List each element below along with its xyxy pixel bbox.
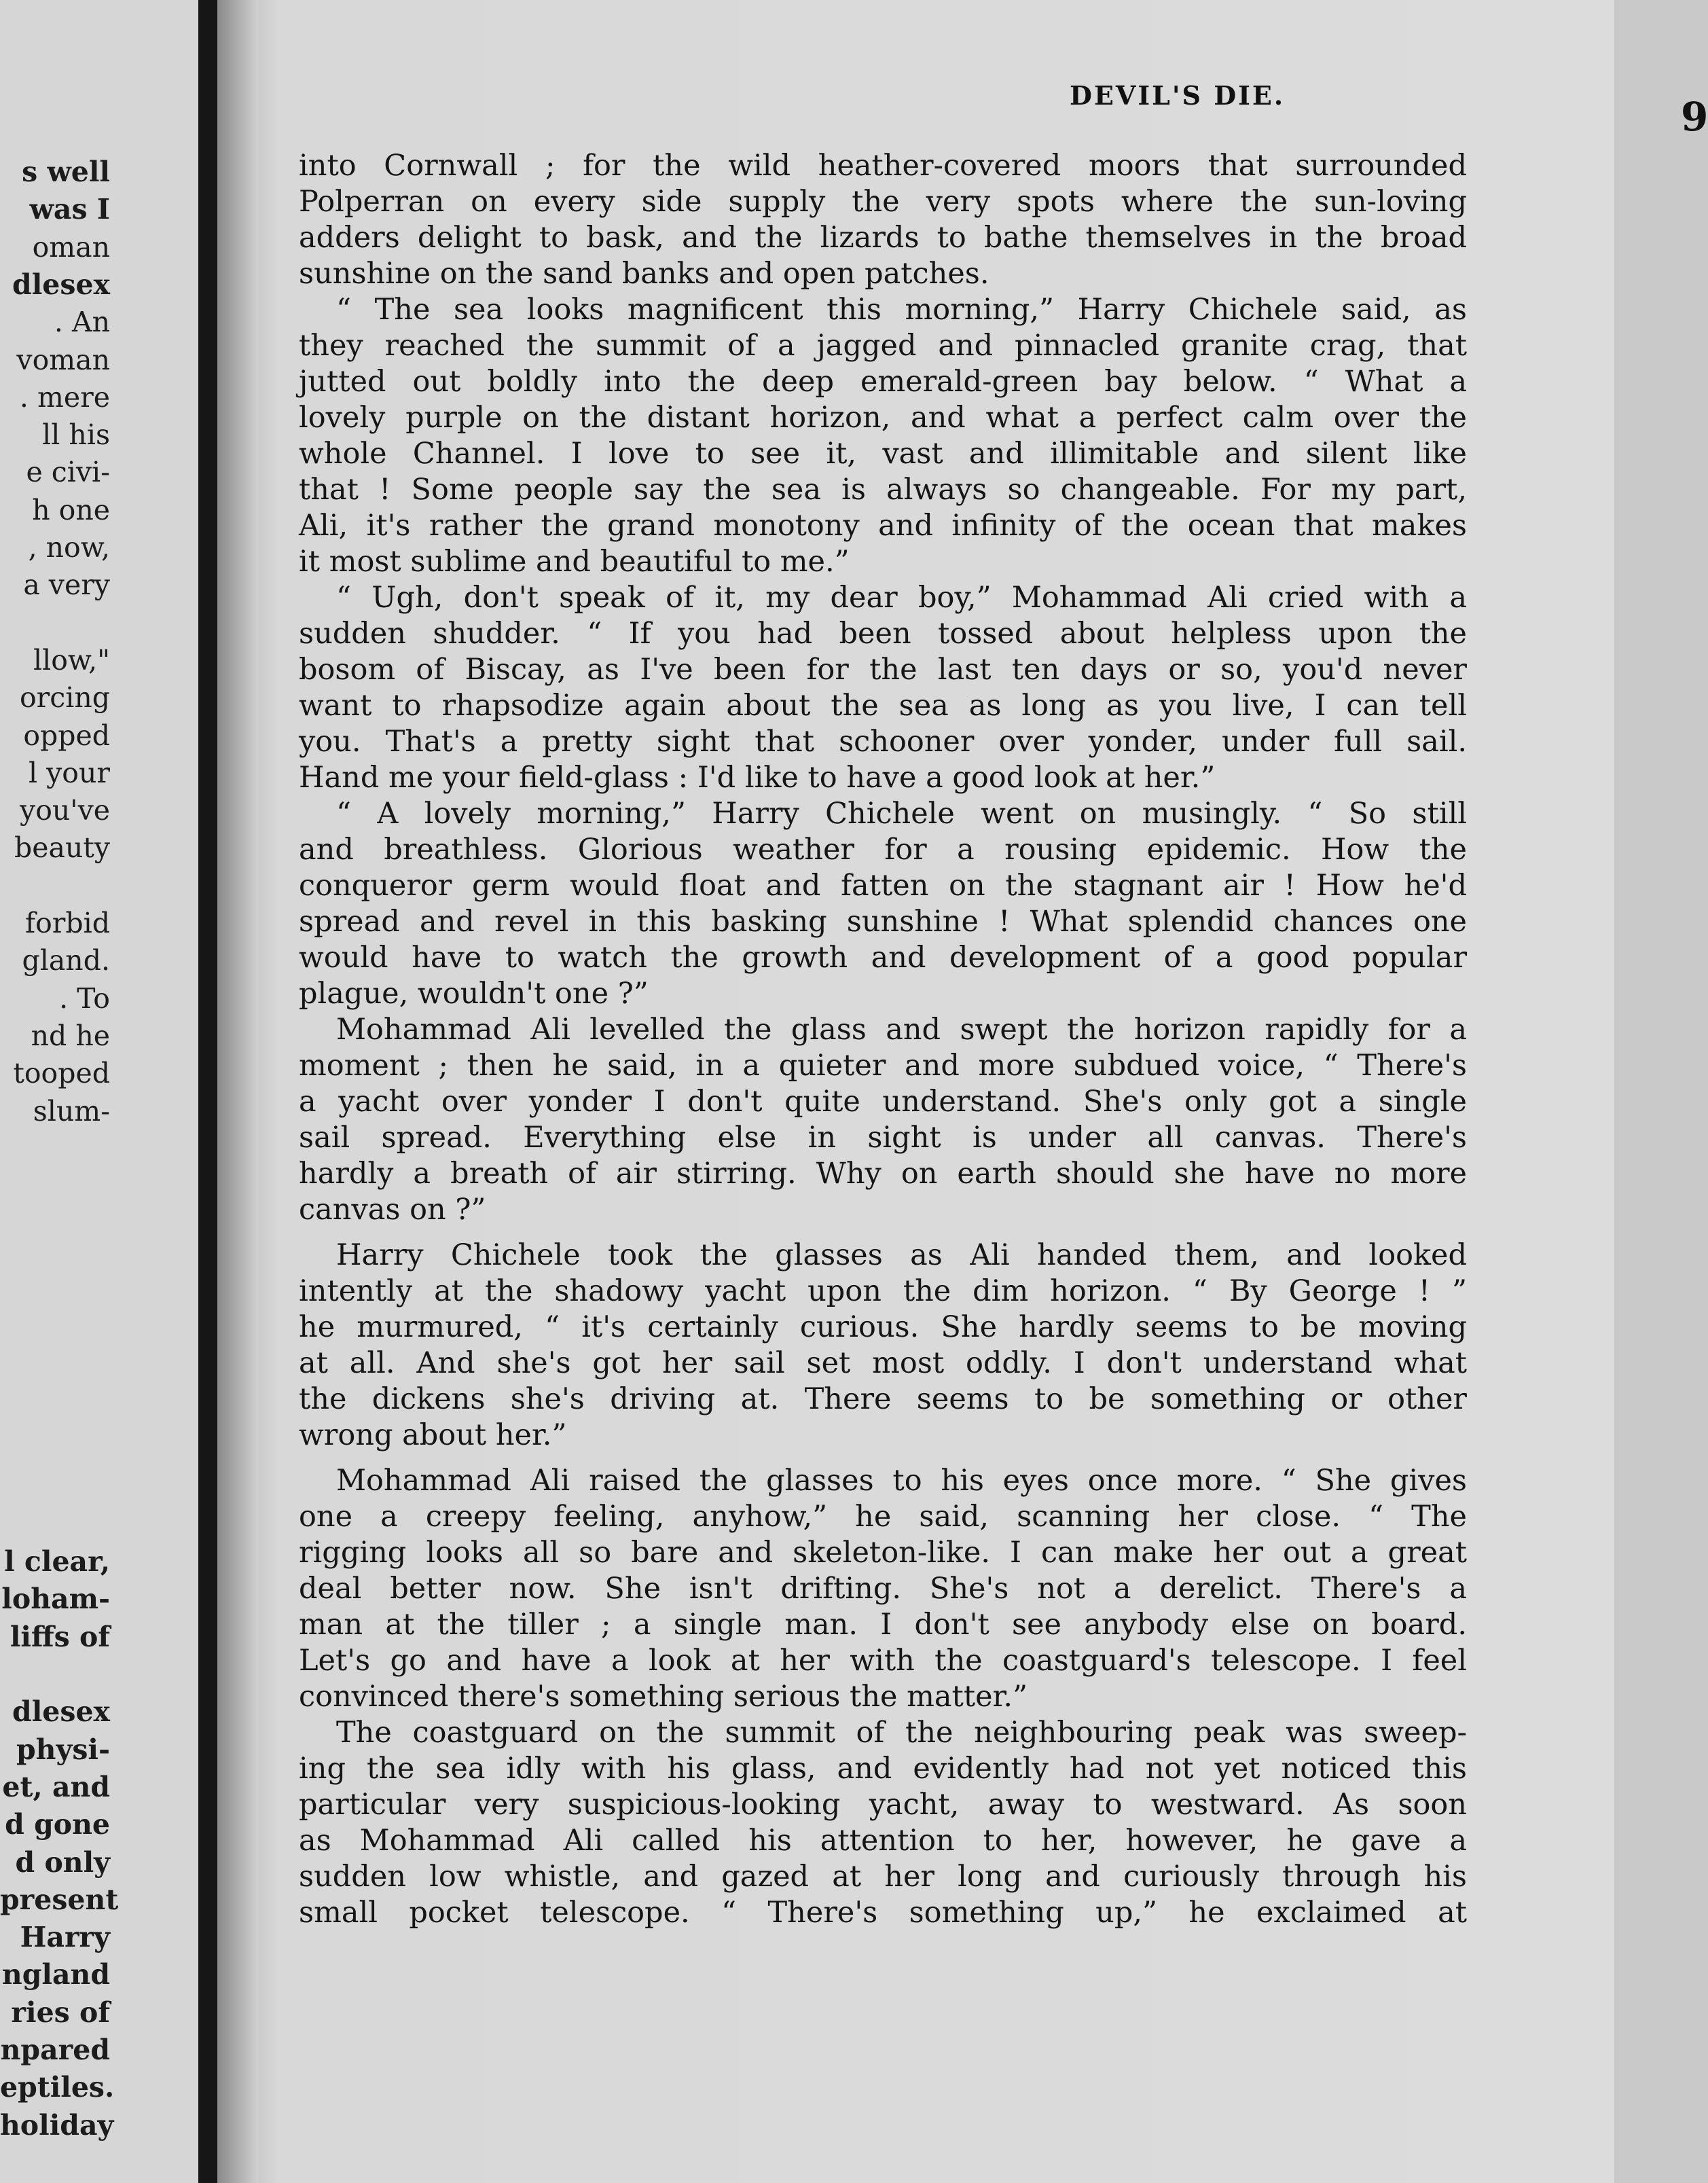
- paragraph: [299, 1715, 1467, 1931]
- paragraph: [299, 580, 1467, 796]
- facing-page-line: dlesex: [12, 268, 110, 301]
- facing-page-fragment: [0, 0, 198, 2183]
- facing-page-line: beauty: [14, 831, 110, 865]
- text-line: Ali, it's rather the grand monotony and infinity of the ocean that makes: [299, 509, 1467, 543]
- text-line: rigging looks all so bare and skeleton-like. I can make her out a great: [299, 1536, 1467, 1570]
- facing-page-line: forbid: [24, 907, 110, 939]
- paragraph: [299, 1463, 1467, 1715]
- facing-page-line: physi-: [16, 1733, 110, 1766]
- facing-page-line: orcing: [19, 681, 110, 715]
- facing-page-line: loham-: [1, 1583, 110, 1616]
- text-line: he murmured, “ it's certainly curious. She hardly seems to be moving: [299, 1310, 1467, 1344]
- text-line: Hand me your field-glass : I'd like to have a good look at her.”: [299, 761, 1216, 795]
- text-line: want to rhapsodize again about the sea as long as you live, I can tell: [299, 689, 1467, 723]
- text-line: Let's go and have a look at her with the coastguard's telescope. I feel: [299, 1644, 1467, 1678]
- facing-page-line: , now,: [28, 531, 110, 564]
- text-line: The coastguard on the summit of the neighbouring peak was sweep-: [336, 1716, 1467, 1750]
- text-line: deal better now. She isn't drifting. She's not a derelict. There's a: [299, 1572, 1467, 1606]
- text-line: whole Channel. I love to see it, vast and illimitable and silent like: [299, 437, 1467, 471]
- text-line: lovely purple on the distant horizon, and what a perfect calm over the: [299, 401, 1467, 435]
- text-line: moment ; then he said, in a quieter and more subdued voice, “ There's: [299, 1049, 1467, 1083]
- text-line: spread and revel in this basking sunshine ! What splendid chances one: [299, 905, 1467, 939]
- facing-page-line: nd he: [31, 1019, 110, 1052]
- text-line: “ The sea looks magnificent this morning,” Harry Chichele said, as: [336, 293, 1467, 327]
- text-line: intently at the shadowy yacht upon the dim horizon. “ By George ! ”: [299, 1274, 1467, 1308]
- facing-page-line: oman: [32, 230, 110, 264]
- text-line: hardly a breath of air stirring. Why on earth should she have no more: [299, 1157, 1467, 1191]
- facing-page-line: l your: [29, 756, 110, 789]
- paragraph: [299, 1238, 1467, 1454]
- facing-page-line: liffs of: [10, 1620, 110, 1653]
- facing-page-line: holiday: [0, 2108, 114, 2142]
- facing-page-line: . An: [54, 306, 110, 339]
- facing-page-line: l clear,: [4, 1545, 110, 1578]
- facing-page-line: ll his: [42, 418, 110, 452]
- text-line: into Cornwall ; for the wild heather-covered moors that surrounded: [299, 149, 1467, 183]
- facing-page-line: llow,": [33, 643, 110, 676]
- paragraph: [299, 292, 1467, 580]
- text-line: wrong about her.”: [299, 1418, 567, 1452]
- text-line: sail spread. Everything else in sight is under all canvas. There's: [299, 1121, 1467, 1155]
- facing-page-line: d gone: [5, 1808, 110, 1841]
- text-line: Mohammad Ali levelled the glass and swept the horizon rapidly for a: [336, 1013, 1467, 1047]
- text-line: Polperran on every side supply the very spots where the sun-loving: [299, 185, 1467, 219]
- facing-page-line: h one: [32, 493, 110, 526]
- text-line: a yacht over yonder I don't quite understand. She's only got a single: [299, 1085, 1467, 1119]
- text-line: particular very suspicious-looking yacht, away to westward. As soon: [299, 1788, 1467, 1822]
- paragraph: [299, 148, 1467, 292]
- text-line: small pocket telescope. “ There's something up,” he exclaimed at: [299, 1896, 1467, 1930]
- paragraph: [299, 1012, 1467, 1228]
- text-line: plague, wouldn't one ?”: [299, 977, 649, 1011]
- text-line: would have to watch the growth and development of a good popular: [299, 941, 1467, 975]
- running-head: DEVIL'S DIE.: [1070, 80, 1286, 111]
- text-line: and breathless. Glorious weather for a rousing epidemic. How the: [299, 833, 1467, 867]
- facing-page-line: s well: [22, 156, 110, 188]
- facing-page-line: dlesex: [12, 1695, 110, 1729]
- text-line: sudden low whistle, and gazed at her long and curiously through his: [299, 1860, 1467, 1894]
- page-number: 9: [1681, 94, 1708, 140]
- text-line: conqueror germ would float and fatten on the stagnant air ! How he'd: [299, 869, 1467, 903]
- text-line: that ! Some people say the sea is always so changeable. For my part,: [299, 473, 1467, 507]
- text-line: as Mohammad Ali called his attention to her, however, he gave a: [299, 1824, 1467, 1858]
- facing-page-line: e civi-: [26, 456, 110, 489]
- text-line: one a creepy feeling, anyhow,” he said, scanning her close. “ The: [299, 1500, 1467, 1534]
- facing-page-line: ries of: [11, 1996, 110, 2029]
- facing-page-line: npared: [0, 2034, 110, 2066]
- facing-page-line: et, and: [2, 1770, 110, 1803]
- text-line: “ Ugh, don't speak of it, my dear boy,” Mohammad Ali cried with a: [336, 581, 1467, 615]
- facing-page-line: d only: [15, 1845, 110, 1879]
- facing-page-line: eptiles.: [0, 2071, 115, 2104]
- facing-page-line: present: [0, 1883, 119, 1916]
- text-line: jutted out boldly into the deep emerald-green bay below. “ What a: [299, 365, 1467, 399]
- text-line: convinced there's something serious the matter.”: [299, 1680, 1028, 1714]
- facing-page-line: a very: [23, 569, 110, 602]
- text-line: Mohammad Ali raised the glasses to his eyes once more. “ She gives: [336, 1464, 1467, 1498]
- facing-page-line: . mere: [19, 380, 110, 414]
- text-line: sunshine on the sand banks and open patches.: [299, 257, 989, 291]
- text-line: bosom of Biscay, as I've been for the last ten days or so, you'd never: [299, 653, 1467, 687]
- gutter-shadow: [217, 0, 258, 2183]
- text-line: man at the tiller ; a single man. I don't see anybody else on board.: [299, 1608, 1467, 1642]
- text-line: “ A lovely morning,” Harry Chichele went on musingly. “ So still: [336, 797, 1467, 831]
- facing-page-line: opped: [23, 719, 110, 752]
- body-text: [299, 148, 1467, 1931]
- facing-page-line: was I: [29, 193, 110, 226]
- text-line: it most sublime and beautiful to me.”: [299, 545, 850, 579]
- facing-page-line: gland.: [22, 944, 110, 977]
- facing-page-line: slum-: [33, 1094, 110, 1127]
- facing-page-line: . To: [59, 981, 110, 1015]
- facing-page-line: Harry: [20, 1921, 110, 1954]
- facing-page-line: tooped: [13, 1057, 110, 1090]
- paragraph: [299, 796, 1467, 1012]
- text-line: sudden shudder. “ If you had been tossed about helpless upon the: [299, 617, 1467, 651]
- text-line: you. That's a pretty sight that schooner over yonder, under full sail.: [299, 725, 1467, 759]
- facing-page-line: you've: [20, 794, 110, 827]
- text-line: Harry Chichele took the glasses as Ali handed them, and looked: [336, 1238, 1467, 1272]
- text-line: adders delight to bask, and the lizards to bathe themselves in the broad: [299, 221, 1467, 255]
- text-line: ing the sea idly with his glass, and evidently had not yet noticed this: [299, 1752, 1467, 1786]
- text-line: they reached the summit of a jagged and pinnacled granite crag, that: [299, 329, 1467, 363]
- text-line: canvas on ?”: [299, 1193, 486, 1227]
- facing-page-line: voman: [16, 343, 110, 376]
- facing-page-line: ngland: [1, 1958, 110, 1991]
- text-line: at all. And she's got her sail set most oddly. I don't understand what: [299, 1346, 1467, 1380]
- text-line: the dickens she's driving at. There seems to be something or other: [299, 1382, 1467, 1416]
- book-gutter: [198, 0, 217, 2183]
